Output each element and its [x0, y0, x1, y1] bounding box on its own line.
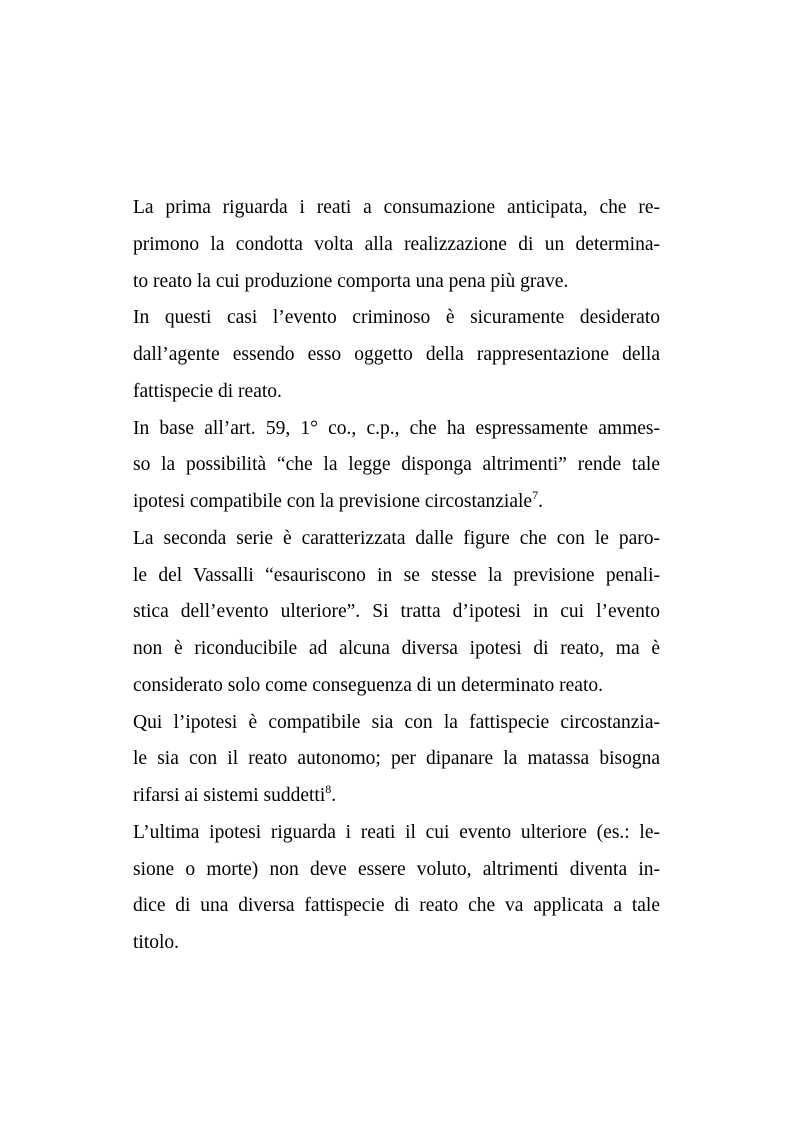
text-line: fattispecie di reato.: [133, 380, 282, 402]
text-line: dall’agente essendo esso oggetto della rappresentazione della: [133, 344, 660, 365]
paragraph-2: [133, 300, 660, 410]
text-line: non è riconducibile ad alcuna diversa ipotesi di reato, ma è: [133, 638, 660, 659]
text-line: so la possibilità “che la legge disponga altrimenti” rende tale: [133, 454, 660, 476]
text-line: titolo.: [133, 932, 180, 953]
text-line: Qui l’ipotesi è compatibile sia con la fattispecie circostanzia-: [133, 711, 660, 733]
document-body: [133, 190, 660, 962]
text-line: primono la condotta volta alla realizzazione di un determina-: [133, 233, 660, 255]
text-line: to reato la cui produzione comporta una pena più grave.: [133, 270, 569, 292]
text-line: [133, 778, 660, 815]
text-line: considerato solo come conseguenza di un determinato reato.: [133, 674, 603, 696]
paragraph-5: [133, 705, 660, 815]
text-line: le sia con il reato autonomo; per dipanare la matassa bisogna: [133, 748, 660, 770]
text-line: le del Vassalli “esauriscono in se stesse la previsione penali-: [133, 564, 660, 586]
line-end-punctuation: .: [331, 785, 337, 806]
line-text: ipotesi compatibile con la previsione circostanziale: [133, 491, 533, 512]
paragraph-6: [133, 815, 660, 962]
text-line: [133, 484, 660, 521]
text-line: In base all’art. 59, 1° co., c.p., che ha espressamente ammes-: [133, 417, 660, 439]
text-line: La prima riguarda i reati a consumazione anticipata, che re-: [133, 197, 660, 218]
paragraph-1: [133, 190, 660, 300]
text-line: La seconda serie è caratterizzata dalle figure che con le paro-: [133, 527, 660, 549]
paragraph-4: [133, 521, 660, 705]
paragraph-3: [133, 411, 660, 521]
footnote-reference: 7: [532, 488, 539, 502]
text-line: L’ultima ipotesi riguarda i reati il cui evento ulteriore (es.: le-: [133, 821, 660, 843]
line-end-punctuation: .: [538, 491, 543, 512]
text-line: sione o morte) non deve essere voluto, altrimenti diventa in-: [133, 858, 660, 880]
text-line: dice di una diversa fattispecie di reato che va applicata a tale: [133, 895, 660, 917]
text-line: stica dell’evento ulteriore”. Si tratta d’ipotesi in cui l’evento: [133, 601, 660, 623]
footnote-reference: 8: [325, 782, 332, 796]
text-line: In questi casi l’evento criminoso è sicuramente desiderato: [133, 307, 660, 329]
line-text: rifarsi ai sistemi suddetti: [133, 785, 326, 806]
